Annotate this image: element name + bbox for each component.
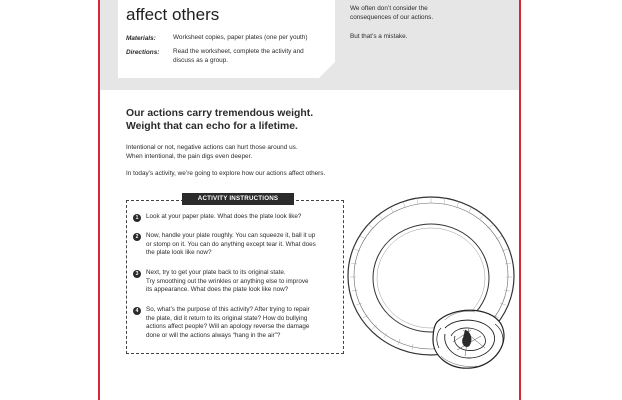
step-line: Next, try to get your plate back to its original state. — [146, 269, 286, 276]
step-2-text — [146, 232, 342, 258]
step-line: the plate look like now? — [146, 249, 212, 257]
step-number: 3 — [133, 270, 141, 278]
step-number: 1 — [133, 214, 141, 222]
step-line: Try smoothing out the wrinkles or anything else to improve — [146, 277, 309, 285]
materials-value: Worksheet copies, paper plates (one per youth) — [173, 34, 308, 41]
intro-paragraph-line2: When intentional, the pain digs even deeper. — [126, 153, 253, 160]
directions-label: Directions: — [126, 49, 160, 56]
step-line: actions affect people? Will an apology reverse the damage — [146, 323, 310, 331]
step-4-text — [146, 306, 342, 340]
step-3-text — [146, 269, 342, 295]
step-line: the plate, did it return to its original state? How do bullying — [146, 314, 308, 322]
intro-paragraph-line1: Intentional or not, negative actions can hurt those around us. — [126, 144, 298, 151]
step-1-text — [146, 213, 342, 222]
activity-heading: ACTIVITY INSTRUCTIONS — [182, 193, 294, 205]
directions-value-line2: discuss as a group. — [173, 57, 229, 64]
side-note-line1: We often don’t consider the — [350, 5, 428, 12]
side-note-line2: consequences of our actions. — [350, 14, 434, 21]
step-line: its appearance. What does the plate look like now? — [146, 286, 289, 294]
intro-headline — [126, 107, 313, 133]
headline-line1: Our actions carry tremendous weight. — [126, 108, 314, 119]
intro-paragraph-2: In today’s activity, we’re going to explore how our actions affect others. — [126, 170, 326, 177]
directions-value-line1: Read the worksheet, complete the activity and — [173, 48, 304, 55]
step-line: done or will the actions always “hang in the air”? — [146, 331, 281, 339]
paper-plate-illustration — [345, 190, 515, 400]
headline-line2: Weight that can echo for a lifetime. — [126, 121, 298, 132]
header-card-corner — [319, 62, 335, 78]
side-note-line3: But that’s a mistake. — [350, 33, 408, 40]
step-line: or stomp on it. You can do anything except tear it. What does — [146, 240, 316, 248]
step-line: Look at your paper plate. What does the plate look like? — [146, 213, 302, 220]
step-number: 4 — [133, 307, 141, 315]
step-number: 2 — [133, 233, 141, 241]
step-line: Now, handle your plate roughly. You can squeeze it, ball it up — [146, 232, 316, 239]
step-line: So, what’s the purpose of this activity? After trying to repair — [146, 306, 310, 313]
page-title: affect others — [126, 5, 220, 24]
materials-label: Materials: — [126, 35, 156, 42]
crumpled-plate-icon — [433, 310, 504, 368]
